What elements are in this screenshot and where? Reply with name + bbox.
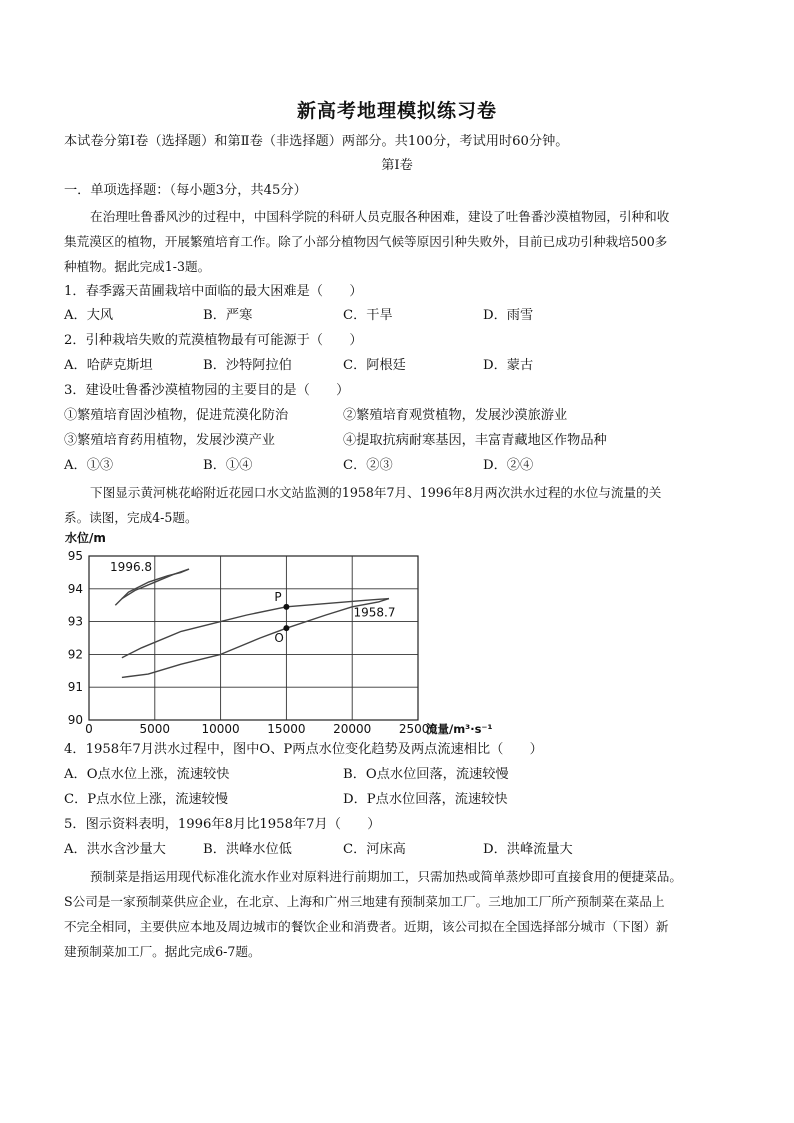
q3-option-b: B．①④ [203, 458, 253, 473]
x-tick-label: 20000 [333, 722, 372, 736]
passage2-line1: 下图显示黄河桃花峪附近花园口水文站监测的1958年7月、1996年8月两次洪水过程的水位与流量的关 [90, 485, 662, 500]
y-tick-label: 90 [67, 713, 83, 727]
passage2-line2: 系。读图，完成4-5题。 [64, 510, 198, 525]
q3-option-a: A．①③ [64, 458, 114, 473]
x-tick-label: 5000 [139, 722, 171, 736]
intro-text: 本试卷分第Ⅰ卷（选择题）和第Ⅱ卷（非选择题）两部分。共100分，考试用时60分钟。 [64, 134, 569, 149]
series-label-1958: 1958.7 [353, 605, 396, 620]
y-tick-label: 94 [67, 581, 83, 596]
passage3-line1: 预制菜是指运用现代标准化流水作业对原料进行前期加工，只需加热或简单蒸炒即可直接食用的便捷菜品。 [90, 869, 682, 884]
passage3-line2: S公司是一家预制菜供应企业，在北京、上海和广州三地建有预制菜加工厂。三地加工厂所产预制菜在菜品上 [64, 894, 665, 909]
passage1-line3: 种植物。据此完成1-3题。 [64, 259, 211, 274]
y-tick-label: 91 [67, 680, 83, 695]
q3-option-d: D．②④ [483, 458, 534, 473]
q4-option-d: D．P点水位回落，流速较快 [343, 792, 508, 807]
q1-option-b: B．严寒 [203, 308, 253, 323]
q5-option-a: A．洪水含沙量大 [64, 842, 166, 857]
q3-statement-3: ③繁殖培育药用植物，发展沙漠产业 [64, 433, 275, 448]
series-line-1958.7-rising [122, 599, 389, 678]
water-level-flow-chart [60, 526, 530, 738]
q4-stem: 4．1958年7月洪水过程中，图中O、P两点水位变化趋势及两点流速相比（ ） [64, 742, 543, 757]
q1-stem: 1．春季露天苗圃栽培中面临的最大困难是（ ） [64, 284, 363, 299]
y-tick-label: 95 [67, 549, 83, 563]
q5-option-c: C．河床高 [343, 842, 406, 857]
y-tick-label: 93 [67, 614, 83, 629]
q3-option-c: C．②③ [343, 458, 393, 473]
x-tick-label: 0 [85, 722, 93, 736]
q3-stem: 3．建设吐鲁番沙漠植物园的主要目的是（ ） [64, 383, 350, 398]
y-tick-label: 92 [67, 647, 83, 662]
section1-heading: 一．单项选择题：（每小题3分，共45分） [64, 183, 307, 198]
q5-option-b: B．洪峰水位低 [203, 842, 292, 857]
part1-heading: 第Ⅰ卷 [381, 158, 413, 173]
point-marker-O [283, 625, 289, 631]
x-tick-label: 25000 [398, 722, 438, 736]
x-tick-label: 10000 [201, 722, 240, 736]
q3-statement-1: ①繁殖培育固沙植物，促进荒漠化防治 [64, 408, 289, 423]
q4-option-c: C．P点水位上涨，流速较慢 [64, 792, 229, 807]
point-marker-P [283, 604, 289, 610]
q3-statement-4: ④提取抗病耐寒基因，丰富青藏地区作物品种 [343, 433, 607, 448]
q4-option-a: A．O点水位上涨，流速较快 [64, 767, 230, 782]
passage1-line1: 在治理吐鲁番风沙的过程中，中国科学院的科研人员克服各种困难，建设了吐鲁番沙漠植物园，引种和收 [90, 209, 670, 224]
q2-option-a: A．哈萨克斯坦 [64, 358, 153, 373]
q3-statement-2: ②繁殖培育观赏植物，发展沙漠旅游业 [343, 408, 568, 423]
passage3-line3: 不完全相同，主要供应本地及周边城市的餐饮企业和消费者。近期，该公司拟在全国选择部分城市（下图）新 [64, 919, 669, 934]
q2-stem: 2．引种栽培失败的荒漠植物最有可能源于（ ） [64, 333, 363, 348]
q2-option-b: B．沙特阿拉伯 [203, 358, 292, 373]
x-axis-label: 流量/m³·s⁻¹ [426, 722, 493, 736]
series-line-1996.8-rising [115, 569, 189, 605]
q2-option-d: D．蒙古 [483, 358, 534, 373]
y-axis-label: 水位/m [65, 531, 106, 545]
passage3-line4: 建预制菜加工厂。据此完成6-7题。 [64, 944, 261, 959]
q2-option-c: C．阿根廷 [343, 358, 406, 373]
x-tick-label: 15000 [267, 722, 306, 736]
plot-frame [89, 556, 418, 720]
point-label-P: P [274, 589, 282, 604]
q5-option-d: D．洪峰流量大 [483, 842, 573, 857]
q1-option-c: C．干旱 [343, 308, 393, 323]
series-label-1996: 1996.8 [110, 559, 153, 574]
page-title: 新高考地理模拟练习卷 [296, 100, 497, 122]
passage1-line2: 集荒漠区的植物，开展繁殖培育工作。除了小部分植物因气候等原因引种失败外，目前已成功引种栽培500多 [64, 234, 668, 249]
q1-option-a: A．大风 [64, 308, 114, 323]
q4-option-b: B．O点水位回落，流速较慢 [343, 767, 509, 782]
q1-option-d: D．雨雪 [483, 308, 534, 323]
point-label-O: O [274, 631, 284, 646]
q5-stem: 5．图示资料表明，1996年8月比1958年7月（ ） [64, 817, 381, 832]
